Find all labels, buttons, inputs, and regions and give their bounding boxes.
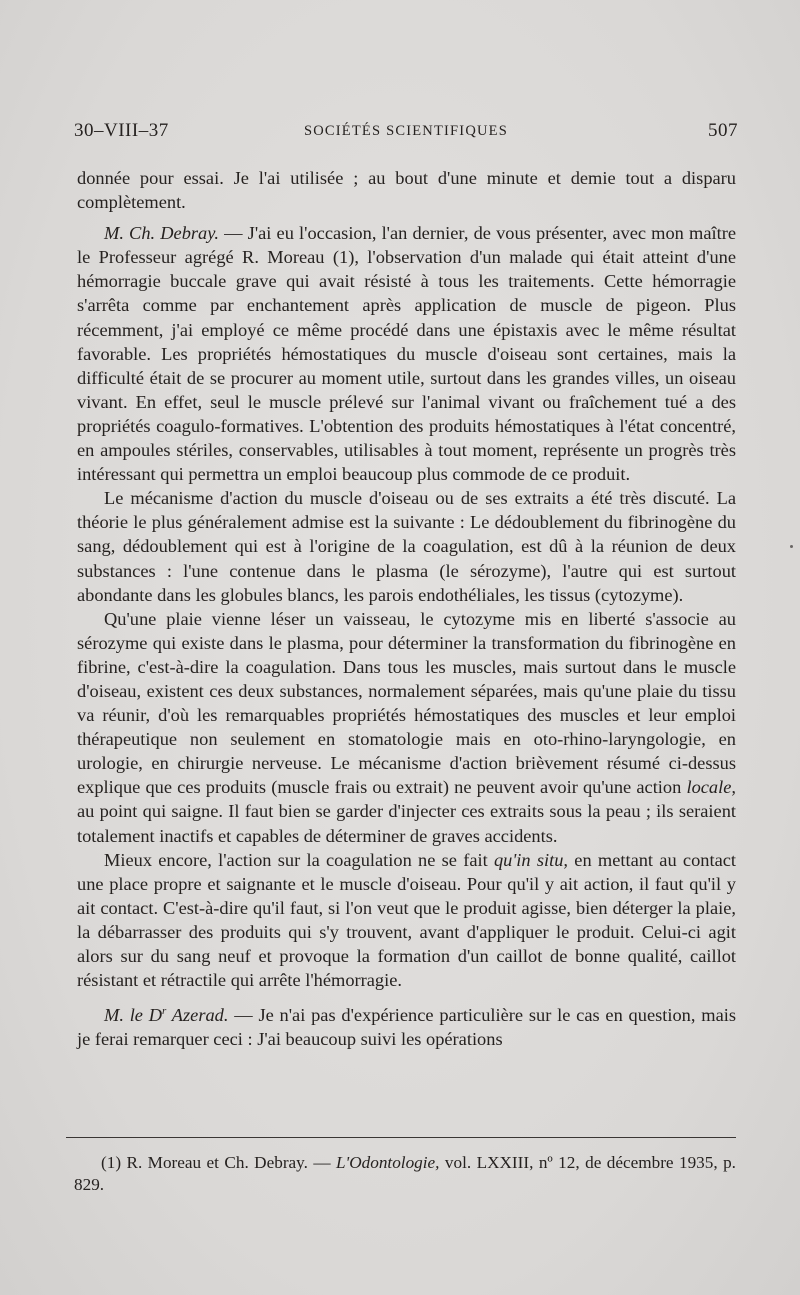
paragraph-5-text-b: en mettant au contact une place propre et saignante et le muscle d'oiseau. Pour qu'il y ait action, il faut qu'il y ait contact. C'est-à-dire qu'il faut, si l'on veut que le produit agisse, bien déterger la plaie, la débarrasser des produits qui s'y trouvent, avant d'appliquer le produit. Celui-ci agit alors sur du sang neuf et provoque la formation d'un caillot de bonne qualité, caillot résistant et rétractile qui arrête l'hémorragie. [77, 849, 737, 991]
footnote [74, 1152, 736, 1196]
paragraph-1-text: donnée pour essai. Je l'ai utilisée ; au bout d'une minute et demie tout a disparu complètement. [77, 168, 736, 213]
footnote-text-a: (1) R. Moreau et Ch. Debray. — [101, 1153, 336, 1172]
speaker-azerad-sup: r [162, 1005, 167, 1018]
footnote-text-b: vol. LXXIII, nº 12, de décembre 1935, p. 829. [74, 1153, 736, 1194]
footnote-1 [74, 1152, 736, 1196]
paragraph-3-text: Le mécanisme d'action du muscle d'oiseau ou de ses extraits a été très discuté. La théorie le plus généralement admise est la suivante : Le dédoublement du fibrinogène du sang, dédoublement qui est à l'origine de la coagulation, est dû à la réunion de deux substances : l'une contenue dans le plasma (le sérozyme), l'autre qui est surtout abondante dans les globules blancs, les parois endothéliales, les tissus (cytozyme). [77, 488, 736, 605]
paragraph-3 [77, 486, 736, 606]
paragraph-6 [77, 999, 736, 1051]
paragraph-4-text-a: Qu'une plaie vienne léser un vaisseau, le cytozyme mis en liberté s'associe au sérozyme qui existe dans le plasma, pour déterminer la transformation du fibrinogène en fibrine, c'est-à-dire la coagulation. Dans tous les muscles, mais surtout dans le muscle d'oiseau, existent ces deux substances, normalement séparées, mais qu'une plaie du tissu va réunir, d'où les remarquables propriétés hémostatiques des muscles et leur emploi thérapeutique non seulement en stomatologie mais en oto-rhino-laryngologie, en urologie, en chirurgie nerveuse. Le mécanisme d'action brièvement résumé ci-dessus explique que ces produits (muscle frais ou extrait) ne peuvent avoir qu'une action [77, 608, 736, 798]
footnote-rule [66, 1137, 736, 1138]
paragraph-4-italic: locale, [686, 777, 736, 798]
speaker-azerad-b: Azerad. [166, 1005, 229, 1026]
paragraph-5 [77, 848, 736, 993]
speaker-debray: M. Ch. Debray. [104, 223, 219, 244]
running-header [74, 120, 738, 150]
paragraph-2 [77, 221, 736, 486]
speaker-azerad [104, 1005, 228, 1025]
header-date: 30–VIII–37 [74, 120, 169, 141]
footnote-journal: L'Odontologie, [336, 1153, 440, 1172]
paragraph-2-text: — J'ai eu l'occasion, l'an dernier, de vous présenter, avec mon maître le Professeur agrégé R. Moreau (1), l'observation d'un malade qui était atteint d'une hémorragie buccale grave qui avait résisté à tous les traitements. Cette hémorragie s'arrêta comme par enchantement après application de muscle de pigeon. Plus récemment, j'ai employé ce même procédé dans une épistaxis avec le même résultat favorable. Les propriétés hémostatiques du muscle d'oiseau sont certaines, mais la difficulté était de se procurer au moment utile, surtout dans les grandes villes, un oiseau vivant. En effet, seul le muscle prélevé sur l'animal vivant ou fraîchement tué a des propriétés coagulo-formatives. L'obtention des produits hémostatiques à l'état concentré, en ampoules stériles, conservables, utilisables à tout moment, représente un progrès très intéressant qui permettra un emploi beaucoup plus commode de ce produit. [77, 223, 736, 485]
article-body [77, 166, 736, 1052]
paragraph-6-text: — Je n'ai pas d'expérience particulière sur le cas en question, mais je ferai remarquer ceci : J'ai beaucoup suivi les opérations [77, 1005, 736, 1050]
page-number: 507 [708, 120, 738, 141]
margin-speck [790, 545, 793, 548]
paragraph-5-italic: qu'in situ, [493, 849, 569, 870]
paragraph-1 [77, 166, 736, 214]
speaker-azerad-a: M. le D [104, 1005, 163, 1026]
paragraph-4 [77, 607, 736, 848]
paragraph-4-text-b: au point qui saigne. Il faut bien se garder d'injecter ces extraits sous la peau ; ils seraient totalement inactifs et capables de déterminer de graves accidents. [77, 801, 736, 846]
paragraph-5-text-a: Mieux encore, l'action sur la coagulation ne se fait [104, 849, 494, 870]
header-running-title: SOCIÉTÉS SCIENTIFIQUES [303, 123, 509, 139]
